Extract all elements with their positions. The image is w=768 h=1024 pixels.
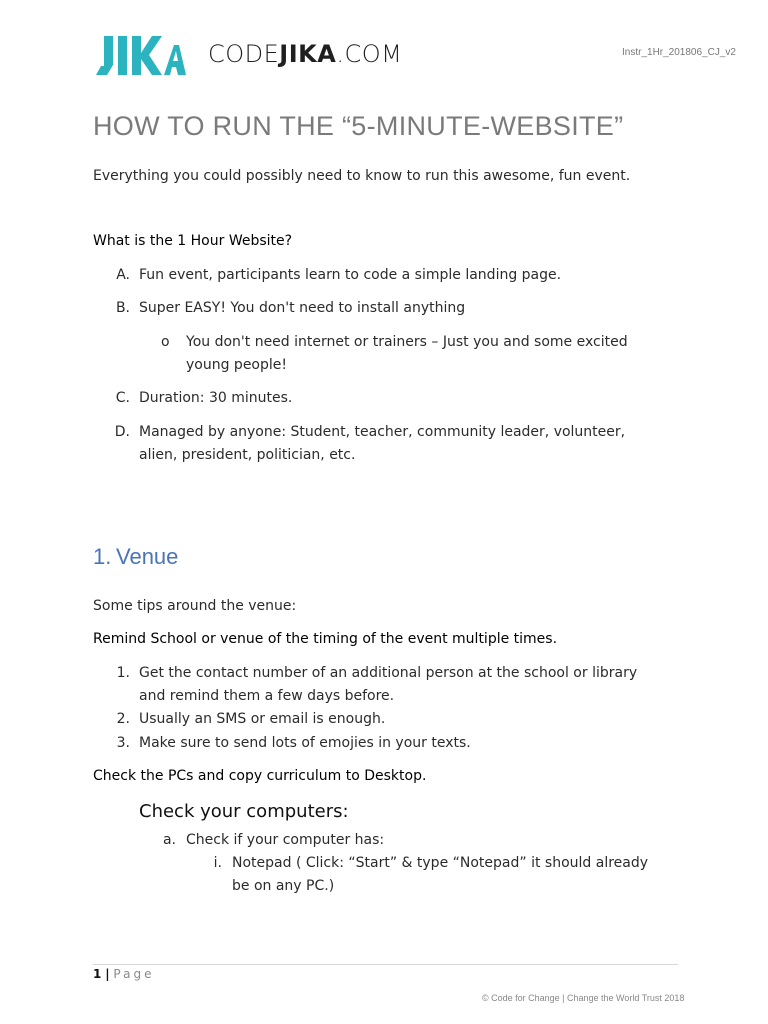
- list-marker: a.: [162, 832, 176, 848]
- list-item: Managed by anyone: Student, teacher, community leader, volunteer,: [139, 424, 626, 440]
- list-item: alien, president, politician, etc.: [139, 447, 356, 463]
- what-heading: What is the 1 Hour Website?: [93, 233, 293, 249]
- section-number: 1.: [93, 544, 112, 569]
- copyright-text: © Code for Change | Change the World Trust 2018: [482, 993, 685, 1003]
- list-marker: D.: [114, 424, 130, 440]
- venue-tips: Some tips around the venue:: [93, 598, 297, 614]
- check-pcs-heading: Check the PCs and copy curriculum to Desktop.: [93, 768, 427, 784]
- codejika-logo-mark: [94, 33, 186, 78]
- logo-wordmark: CODEJIKA.COM: [208, 40, 403, 68]
- computers-heading: Check your computers:: [139, 801, 349, 822]
- list-marker: 3.: [116, 735, 130, 751]
- intro-text: Everything you could possibly need to know to run this awesome, fun event.: [93, 168, 631, 184]
- list-marker: C.: [115, 390, 130, 406]
- list-marker: i.: [213, 855, 222, 871]
- list-marker: B.: [115, 300, 130, 316]
- list-item: Get the contact number of an additional person at the school or library: [139, 665, 638, 681]
- list-marker: A.: [116, 267, 130, 283]
- list-item: Notepad ( Click: “Start” & type “Notepad” it should already: [232, 855, 649, 871]
- page-title: HOW TO RUN THE “5-MINUTE-WEBSITE”: [93, 111, 624, 141]
- document-code: Instr_1Hr_201806_CJ_v2: [622, 47, 736, 58]
- list-item: You don't need internet or trainers – Just you and some excited: [186, 334, 628, 350]
- list-marker: 1.: [116, 665, 130, 681]
- remind-heading: Remind School or venue of the timing of the event multiple times.: [93, 631, 558, 647]
- list-item: Make sure to send lots of emojies in your texts.: [139, 735, 471, 751]
- list-item: Super EASY! You don't need to install anything: [139, 300, 466, 316]
- list-item: be on any PC.): [232, 878, 335, 894]
- bullet-marker: o: [161, 334, 170, 350]
- list-item: Fun event, participants learn to code a simple landing page.: [139, 267, 562, 283]
- section-heading-venue: Venue: [116, 544, 179, 569]
- list-marker: 2.: [116, 711, 130, 727]
- page-number: 1 | Page: [93, 967, 155, 981]
- footer-divider: [93, 964, 678, 965]
- list-item: Check if your computer has:: [186, 832, 385, 848]
- list-item: Duration: 30 minutes.: [139, 390, 293, 406]
- list-item: Usually an SMS or email is enough.: [139, 711, 386, 727]
- list-item: young people!: [186, 357, 288, 373]
- list-item: and remind them a few days before.: [139, 688, 395, 704]
